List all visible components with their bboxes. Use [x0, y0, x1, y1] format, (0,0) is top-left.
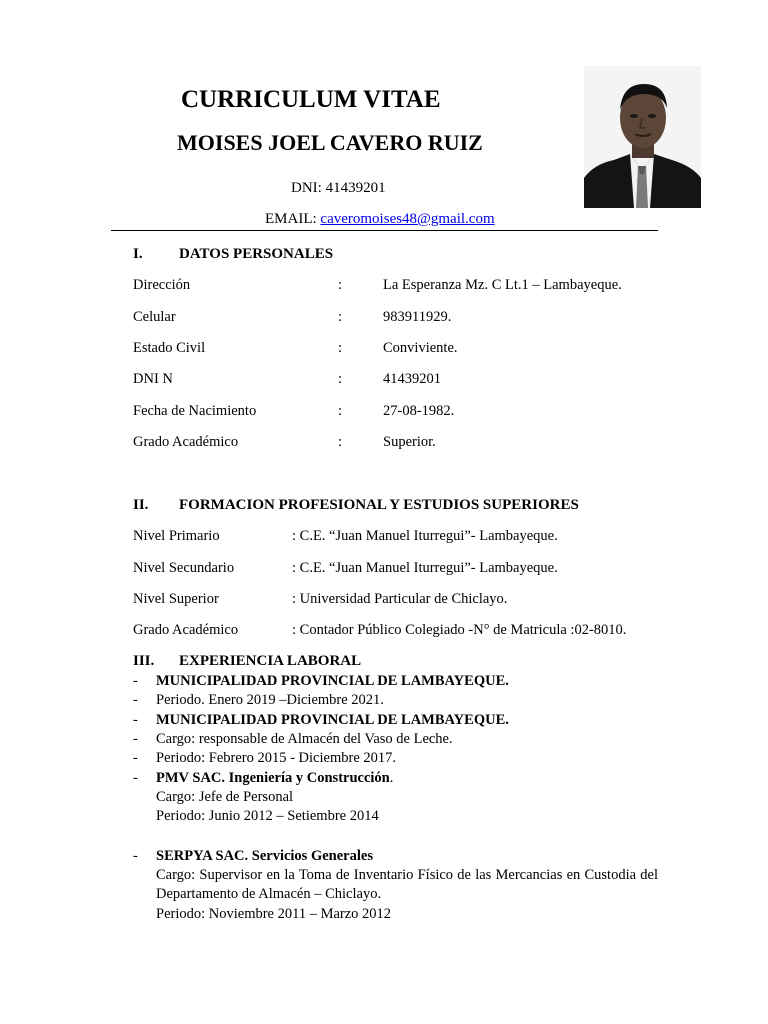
row-colon: : — [338, 309, 343, 325]
row-label: Estado Civil — [133, 340, 206, 356]
header-divider — [111, 230, 658, 231]
bullet-dash: - — [133, 848, 138, 864]
row-colon: : — [338, 277, 343, 293]
row-value: Conviviente. — [383, 340, 458, 356]
row-value: 27-08-1982. — [383, 403, 455, 419]
period-text: Periodo. Enero 2019 –Diciembre 2021. — [156, 692, 384, 708]
email-line — [265, 211, 495, 228]
section-title: DATOS PERSONALES — [179, 246, 334, 262]
email-link[interactable]: caveromoises48@gmail.com — [320, 211, 495, 227]
row-label: Dirección — [133, 277, 191, 293]
role-text: Cargo: Jefe de Personal — [156, 789, 294, 805]
employer-name: SERPYA SAC. Servicios Generales — [156, 848, 373, 864]
row-label: Nivel Primario — [133, 528, 220, 544]
section-experiencia-heading — [133, 653, 361, 670]
section-formacion-heading — [133, 497, 579, 514]
section-title: EXPERIENCIA LABORAL — [179, 653, 362, 669]
bullet-dash: - — [133, 770, 138, 786]
section-number: II. — [133, 497, 149, 513]
section-datos-personales-heading — [133, 246, 333, 263]
row-value: 41439201 — [383, 371, 441, 387]
row-label: Celular — [133, 309, 176, 325]
bullet-dash: - — [133, 692, 138, 708]
employer-name — [156, 769, 393, 788]
bullet-dash: - — [133, 712, 138, 728]
bullet-dash: - — [133, 731, 138, 747]
row-value: : C.E. “Juan Manuel Iturregui”- Lambayeque. — [292, 528, 558, 544]
dni-line: DNI: 41439201 — [291, 180, 386, 196]
section-title: FORMACION PROFESIONAL Y ESTUDIOS SUPERIORES — [179, 497, 579, 513]
row-value: : Universidad Particular de Chiclayo. — [292, 591, 508, 607]
row-label: Nivel Secundario — [133, 560, 235, 576]
row-value: 983911929. — [383, 309, 452, 325]
cv-title: CURRICULUM VITAE — [181, 86, 441, 113]
section-number: III. — [133, 653, 155, 669]
bullet-dash: - — [133, 673, 138, 689]
email-label: EMAIL: — [265, 211, 321, 227]
row-label: Grado Académico — [133, 434, 239, 450]
employer-name-period: . — [389, 770, 394, 786]
profile-photo — [584, 66, 701, 208]
row-colon: : — [338, 403, 343, 419]
role-text: Cargo: Supervisor en la Toma de Inventario Físico de las Mercancias en Custodia del Departamento de Almacén – Chiclayo. — [156, 867, 658, 903]
role-text: Cargo: responsable de Almacén del Vaso de Leche. — [156, 731, 453, 747]
row-label: Fecha de Nacimiento — [133, 403, 257, 419]
row-value: : Contador Público Colegiado -N° de Matricula :02-8010. — [292, 622, 627, 638]
row-colon: : — [338, 340, 343, 356]
employer-name: MUNICIPALIDAD PROVINCIAL DE LAMBAYEQUE. — [156, 712, 509, 728]
section-number: I. — [133, 246, 143, 262]
employer-name: MUNICIPALIDAD PROVINCIAL DE LAMBAYEQUE. — [156, 673, 509, 689]
period-text: Periodo: Noviembre 2011 – Marzo 2012 — [156, 906, 392, 922]
row-label: Grado Académico — [133, 622, 239, 638]
row-value: : C.E. “Juan Manuel Iturregui”- Lambayeque. — [292, 560, 558, 576]
period-text: Periodo: Junio 2012 – Setiembre 2014 — [156, 808, 379, 824]
row-value: La Esperanza Mz. C Lt.1 – Lambayeque. — [383, 277, 622, 293]
row-label: Nivel Superior — [133, 591, 219, 607]
employer-name-bold: PMV SAC. Ingeniería y Construcción — [156, 770, 390, 786]
period-text: Periodo: Febrero 2015 - Diciembre 2017. — [156, 750, 397, 766]
row-label: DNI N — [133, 371, 173, 387]
bullet-dash: - — [133, 750, 138, 766]
row-colon: : — [338, 434, 343, 450]
row-colon: : — [338, 371, 343, 387]
candidate-name: MOISES JOEL CAVERO RUIZ — [177, 130, 483, 155]
row-value: Superior. — [383, 434, 436, 450]
